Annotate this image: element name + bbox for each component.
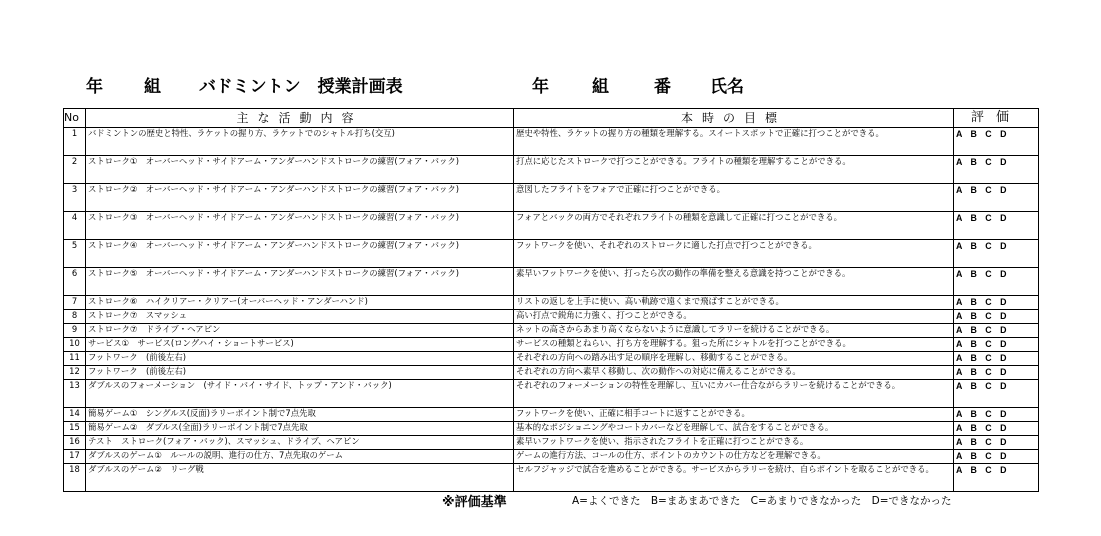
row-goal: フットワークを使い、正確に相手コートに返すことができる。: [514, 407, 954, 421]
row-eval-options[interactable]: A B C D: [954, 211, 1039, 239]
row-no: 15: [64, 421, 86, 435]
table-row: [64, 211, 1039, 239]
table-row: [64, 127, 1039, 155]
row-no: 10: [64, 337, 86, 351]
table-row: [64, 365, 1039, 379]
row-eval-options[interactable]: A B C D: [954, 127, 1039, 155]
row-no: 1: [64, 127, 86, 155]
row-no: 18: [64, 463, 86, 491]
row-no: 12: [64, 365, 86, 379]
table-row: [64, 323, 1039, 337]
row-goal: セルフジャッジで試合を進めることができる。サービスからラリーを続け、自らポイントを取ることができる。: [514, 463, 954, 491]
row-eval-options[interactable]: A B C D: [954, 435, 1039, 449]
row-no: 14: [64, 407, 86, 421]
table-row: [64, 337, 1039, 351]
evaluation-criteria: [0, 491, 1101, 511]
row-no: 3: [64, 183, 86, 211]
year-label: 年: [86, 77, 103, 97]
table-row: [64, 309, 1039, 323]
table-row: [64, 435, 1039, 449]
row-goal: フットワークを使い、それぞれのストロークに適した打点で打つことができる。: [514, 239, 954, 267]
table-row: [64, 267, 1039, 295]
row-activity: ダブルスのフォーメーション (サイド・バイ・サイド、トップ・アンド・バック): [86, 379, 514, 407]
row-activity: フットワーク (前後左右): [86, 351, 514, 365]
row-eval-options[interactable]: A B C D: [954, 295, 1039, 309]
row-eval-options[interactable]: A B C D: [954, 449, 1039, 463]
row-eval-options[interactable]: A B C D: [954, 267, 1039, 295]
row-no: 11: [64, 351, 86, 365]
row-activity: ストローク② オーバーヘッド・サイドアーム・アンダーハンドストロークの練習(フォア・バック): [86, 183, 514, 211]
row-activity: 簡易ゲーム② ダブルス(全面)ラリーポイント制で7点先取: [86, 421, 514, 435]
row-no: 9: [64, 323, 86, 337]
criteria-title: ※評価基準: [442, 495, 507, 510]
row-activity: 簡易ゲーム① シングルス(反面)ラリーポイント制で7点先取: [86, 407, 514, 421]
row-activity: ストローク⑦ スマッシュ: [86, 309, 514, 323]
header-activity: 主な活動内容: [86, 109, 514, 128]
page-header: [0, 72, 1101, 102]
row-activity: ストローク⑤ オーバーヘッド・サイドアーム・アンダーハンドストロークの練習(フォア・バック): [86, 267, 514, 295]
row-no: 8: [64, 309, 86, 323]
row-eval-options[interactable]: A B C D: [954, 351, 1039, 365]
table-row: [64, 407, 1039, 421]
row-activity: サービス① サービス(ロングハイ・ショートサービス): [86, 337, 514, 351]
row-goal: 打点に応じたストロークで打つことができる。フライトの種類を理解することができる。: [514, 155, 954, 183]
row-goal: サービスの種類とねらい、打ち方を理解する。狙った所にシャトルを打つことができる。: [514, 337, 954, 351]
row-no: 7: [64, 295, 86, 309]
header-no: No: [64, 109, 86, 128]
row-goal: 素早いフットワークを使い、指示されたフライトを正確に打つことができる。: [514, 435, 954, 449]
row-goal: それぞれのフォーメーションの特性を理解し、互いにカバー仕合ながらラリーを続けることができる。: [514, 379, 954, 407]
table-row: [64, 183, 1039, 211]
row-activity: ストローク① オーバーヘッド・サイドアーム・アンダーハンドストロークの練習(フォア・バック): [86, 155, 514, 183]
table-row: [64, 421, 1039, 435]
header-goal: 本時の目標: [514, 109, 954, 128]
row-goal: 基本的なポジショニングやコートカバーなどを理解して、試合をすることができる。: [514, 421, 954, 435]
student-number-label: 番: [654, 77, 671, 97]
row-eval-options[interactable]: A B C D: [954, 183, 1039, 211]
class-label: 組: [144, 77, 161, 97]
row-no: 16: [64, 435, 86, 449]
row-eval-options[interactable]: A B C D: [954, 309, 1039, 323]
row-eval-options[interactable]: A B C D: [954, 421, 1039, 435]
row-no: 13: [64, 379, 86, 407]
row-goal: 意図したフライトをフォアで正確に打つことができる。: [514, 183, 954, 211]
row-activity: ストローク③ オーバーヘッド・サイドアーム・アンダーハンドストロークの練習(フォア・バック): [86, 211, 514, 239]
row-eval-options[interactable]: A B C D: [954, 379, 1039, 407]
row-activity: テスト ストローク(フォア・バック)、スマッシュ、ドライブ、ヘアピン: [86, 435, 514, 449]
page-title: バドミントン 授業計画表: [199, 77, 403, 97]
student-year-label: 年: [532, 77, 549, 97]
lesson-plan-table: [63, 108, 1039, 492]
table-row: [64, 239, 1039, 267]
row-eval-options[interactable]: A B C D: [954, 337, 1039, 351]
row-no: 6: [64, 267, 86, 295]
table-row: [64, 351, 1039, 365]
row-eval-options[interactable]: A B C D: [954, 155, 1039, 183]
row-activity: ストローク④ オーバーヘッド・サイドアーム・アンダーハンドストロークの練習(フォア・バック): [86, 239, 514, 267]
row-goal: それぞれの方向への踏み出す足の順序を理解し、移動することができる。: [514, 351, 954, 365]
row-goal: 素早いフットワークを使い、打ったら次の動作の準備を整える意識を持つことができる。: [514, 267, 954, 295]
row-goal: ゲームの進行方法、コールの仕方、ポイントのカウントの仕方などを理解できる。: [514, 449, 954, 463]
header-eval: 評価: [954, 109, 1039, 128]
row-activity: ダブルスのゲーム① ルールの説明、進行の仕方、7点先取のゲーム: [86, 449, 514, 463]
row-goal: それぞれの方向へ素早く移動し、次の動作への対応に備えることができる。: [514, 365, 954, 379]
table-row: [64, 295, 1039, 309]
table-row: [64, 379, 1039, 407]
criteria-text: A=よくできた B=まあまあできた C=あまりできなかった D=できなかった: [572, 495, 952, 507]
row-goal: フォアとバックの両方でそれぞれフライトの種類を意識して正確に打つことができる。: [514, 211, 954, 239]
row-no: 17: [64, 449, 86, 463]
row-no: 5: [64, 239, 86, 267]
row-activity: ダブルスのゲーム② リーグ戦: [86, 463, 514, 491]
row-activity: ストローク⑦ ドライブ・ヘアピン: [86, 323, 514, 337]
row-activity: ストローク⑥ ハイクリアー・クリアー(オーバーヘッド・アンダーハンド): [86, 295, 514, 309]
row-eval-options[interactable]: A B C D: [954, 365, 1039, 379]
table-header-row: [64, 109, 1039, 128]
row-goal: 高い打点で鋭角に力強く、打つことができる。: [514, 309, 954, 323]
row-eval-options[interactable]: A B C D: [954, 407, 1039, 421]
row-goal: リストの返しを上手に使い、高い軌跡で遠くまで飛ばすことができる。: [514, 295, 954, 309]
student-name-label: 氏名: [710, 77, 744, 97]
student-class-label: 組: [592, 77, 609, 97]
row-activity: バドミントンの歴史と特性、ラケットの握り方、ラケットでのシャトル打ち(交互): [86, 127, 514, 155]
table-row: [64, 155, 1039, 183]
row-eval-options[interactable]: A B C D: [954, 323, 1039, 337]
table-row: [64, 463, 1039, 491]
row-activity: フットワーク (前後左右): [86, 365, 514, 379]
row-eval-options[interactable]: A B C D: [954, 239, 1039, 267]
row-no: 4: [64, 211, 86, 239]
row-no: 2: [64, 155, 86, 183]
row-goal: ネットの高さからあまり高くならないように意識してラリーを続けることができる。: [514, 323, 954, 337]
table-row: [64, 449, 1039, 463]
row-eval-options[interactable]: A B C D: [954, 463, 1039, 491]
row-goal: 歴史や特性、ラケットの握り方の種類を理解する。スイートスポットで正確に打つことができる。: [514, 127, 954, 155]
